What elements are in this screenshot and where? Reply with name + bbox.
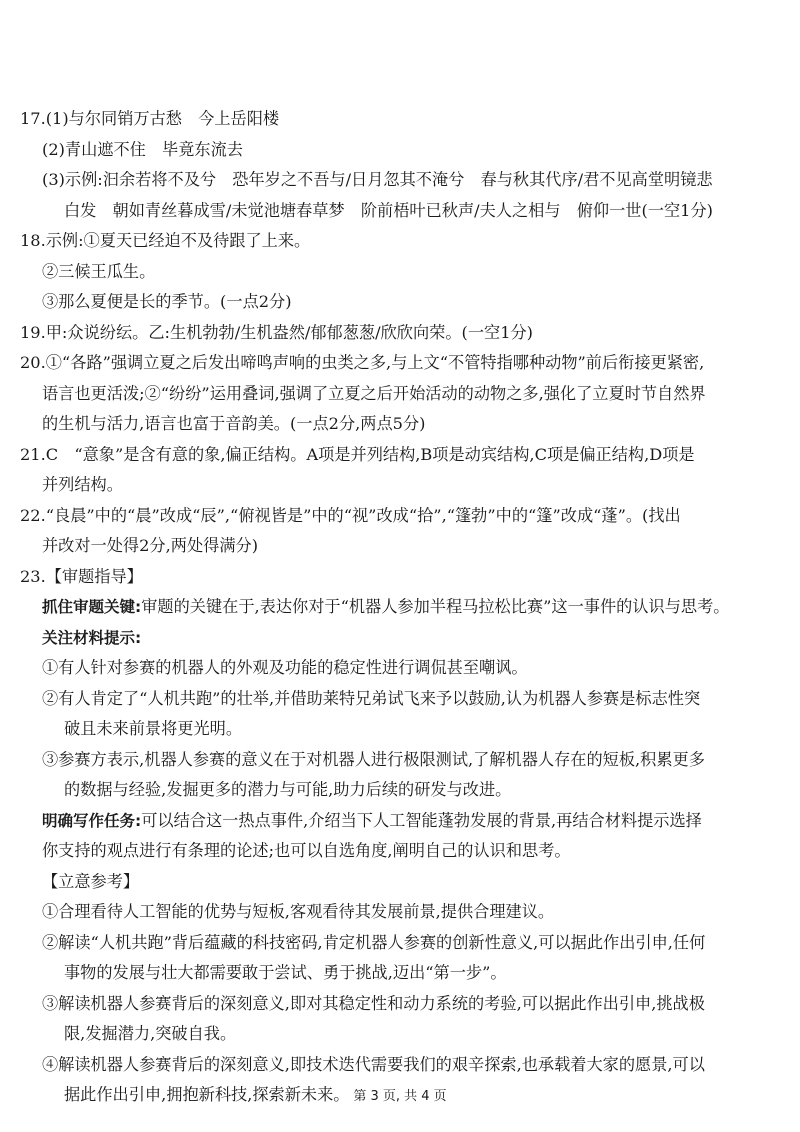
line-text: 你支持的观点进行有条理的论述;也可以自选角度,阐明自己的认识和思考。	[42, 841, 571, 860]
text-line	[20, 836, 780, 867]
section-label: 关注材料提示:	[42, 628, 142, 647]
line-text: 审题的关键在于,表达你对于“机器人参加半程马拉松比赛”这一事件的认识与思考。	[141, 597, 730, 616]
text-line	[20, 928, 780, 959]
line-text: 19.甲:众说纷纭。乙:生机勃勃/生机盎然/郁郁葱葱/欣欣向荣。(一空1分)	[20, 322, 534, 342]
text-line	[20, 806, 780, 837]
line-text: ②有人肯定了“人机共跑”的壮举,并借助莱特兄弟试飞来予以鼓励,认为机器人参赛是标志性突	[42, 688, 701, 708]
text-line	[20, 714, 780, 745]
line-text: 可以结合这一热点事件,介绍当下人工智能蓬勃发展的背景,再结合材料提示选择	[141, 810, 702, 830]
text-line	[20, 958, 780, 989]
text-line	[20, 135, 780, 166]
section-label: 抓住审题关键:	[42, 598, 142, 616]
text-line	[20, 257, 780, 288]
line-text: 事物的发展与壮大都需要敢于尝试、勇于挑战,迈出“第一步”。	[64, 963, 507, 982]
line-text: 的数据与经验,发掘更多的潜力与可能,助力后续的研发与改进。	[64, 780, 512, 799]
line-text: 的生机与活力,语言也富于音韵美。(一点2分,两点5分)	[42, 414, 426, 433]
text-line	[20, 897, 780, 928]
line-text: 并改对一处得2分,两处得满分)	[42, 536, 259, 555]
line-text: (3)示例:汩余若将不及兮 恐年岁之不吾与/日月忽其不淹兮 春与秋其代序/君不见高堂明镜悲	[42, 170, 713, 189]
line-text: ④解读机器人参赛背后的深刻意义,即技术迭代需要我们的艰辛探索,也承载着大家的愿景,可以	[42, 1054, 705, 1074]
text-line	[20, 470, 780, 501]
line-text: 22.“良晨”中的“晨”改成“辰”,“俯视皆是”中的“视”改成“拾”,“篷勃”中的“篷”改成“蓬”。(找出	[20, 505, 681, 525]
text-line	[20, 745, 780, 776]
text-line	[20, 104, 780, 135]
line-text: ①合理看待人工智能的优势与短板,客观看待其发展前景,提供合理建议。	[42, 902, 555, 921]
line-text: 破且未来前景将更光明。	[64, 719, 243, 738]
text-line	[20, 867, 780, 898]
line-text: ③参赛方表示,机器人参赛的意义在于对机器人进行极限测试,了解机器人存在的短板,积累更多	[42, 749, 705, 769]
line-text: 17.(1)与尔同销万古愁 今上岳阳楼	[20, 109, 280, 128]
line-text: ③那么夏便是长的季节。(一点2分)	[42, 292, 292, 311]
line-text: ①有人针对参赛的机器人的外观及功能的稳定性进行调侃甚至嘲讽。	[42, 658, 528, 677]
text-line	[20, 562, 780, 593]
line-text: (2)青山遮不住 毕竟东流去	[42, 139, 243, 159]
line-text: ②三候王瓜生。	[42, 261, 156, 281]
line-text: 白发 朝如青丝暮成雪/未觉池塘春草梦 阶前梧叶已秋声/夫人之相与 俯仰一世(一空1分)	[64, 200, 713, 220]
text-line	[20, 592, 780, 623]
text-line	[20, 226, 780, 257]
text-line	[20, 623, 780, 654]
line-text: 23.【审题指导】	[20, 566, 143, 586]
text-line	[20, 348, 780, 379]
line-text: 【立意参考】	[42, 871, 140, 891]
line-text: 20.①“各路”强调立夏之后发出啼鸣声响的虫类之多,与上文“不管特指哪种动物”前后衔接更紧密,	[20, 353, 705, 372]
text-line	[20, 989, 780, 1020]
line-text: ②解读“人机共跑”背后蕴藏的科技密码,肯定机器人参赛的创新性意义,可以据此作出引申,任何	[42, 932, 706, 952]
text-line	[20, 287, 780, 318]
text-line	[20, 1019, 780, 1050]
line-text: ③解读机器人参赛背后的深刻意义,即对其稳定性和动力系统的考验,可以据此作出引申,挑战极	[42, 993, 705, 1013]
text-line	[20, 501, 780, 532]
text-line	[20, 684, 780, 715]
text-line	[20, 531, 780, 562]
section-label: 明确写作任务:	[42, 811, 142, 830]
text-line	[20, 653, 780, 684]
text-line	[20, 775, 780, 806]
text-line	[20, 165, 780, 196]
line-text: 语言也更活泼;②“纷纷”运用叠词,强调了立夏之后开始活动的动物之多,强化了立夏时节自然界	[42, 383, 706, 403]
line-text: 并列结构。	[42, 475, 123, 494]
page-footer: 第 3 页, 共 4 页	[353, 1089, 447, 1104]
text-line	[20, 379, 780, 410]
line-text: 21.C “意象”是含有意的象,偏正结构。A项是并列结构,B项是动宾结构,C项是偏正结构,D项是	[20, 444, 695, 464]
text-line	[20, 409, 780, 440]
line-text: 据此作出引申,拥抱新科技,探索新未来。	[64, 1085, 350, 1104]
text-line	[20, 440, 780, 471]
text-line	[20, 196, 780, 227]
line-text: 18.示例:①夏天已经迫不及待跟了上来。	[20, 231, 311, 250]
text-line	[20, 1050, 780, 1081]
line-text: 限,发掘潜力,突破自我。	[64, 1024, 237, 1043]
text-line	[20, 318, 780, 349]
answer-key-body	[20, 104, 780, 1111]
